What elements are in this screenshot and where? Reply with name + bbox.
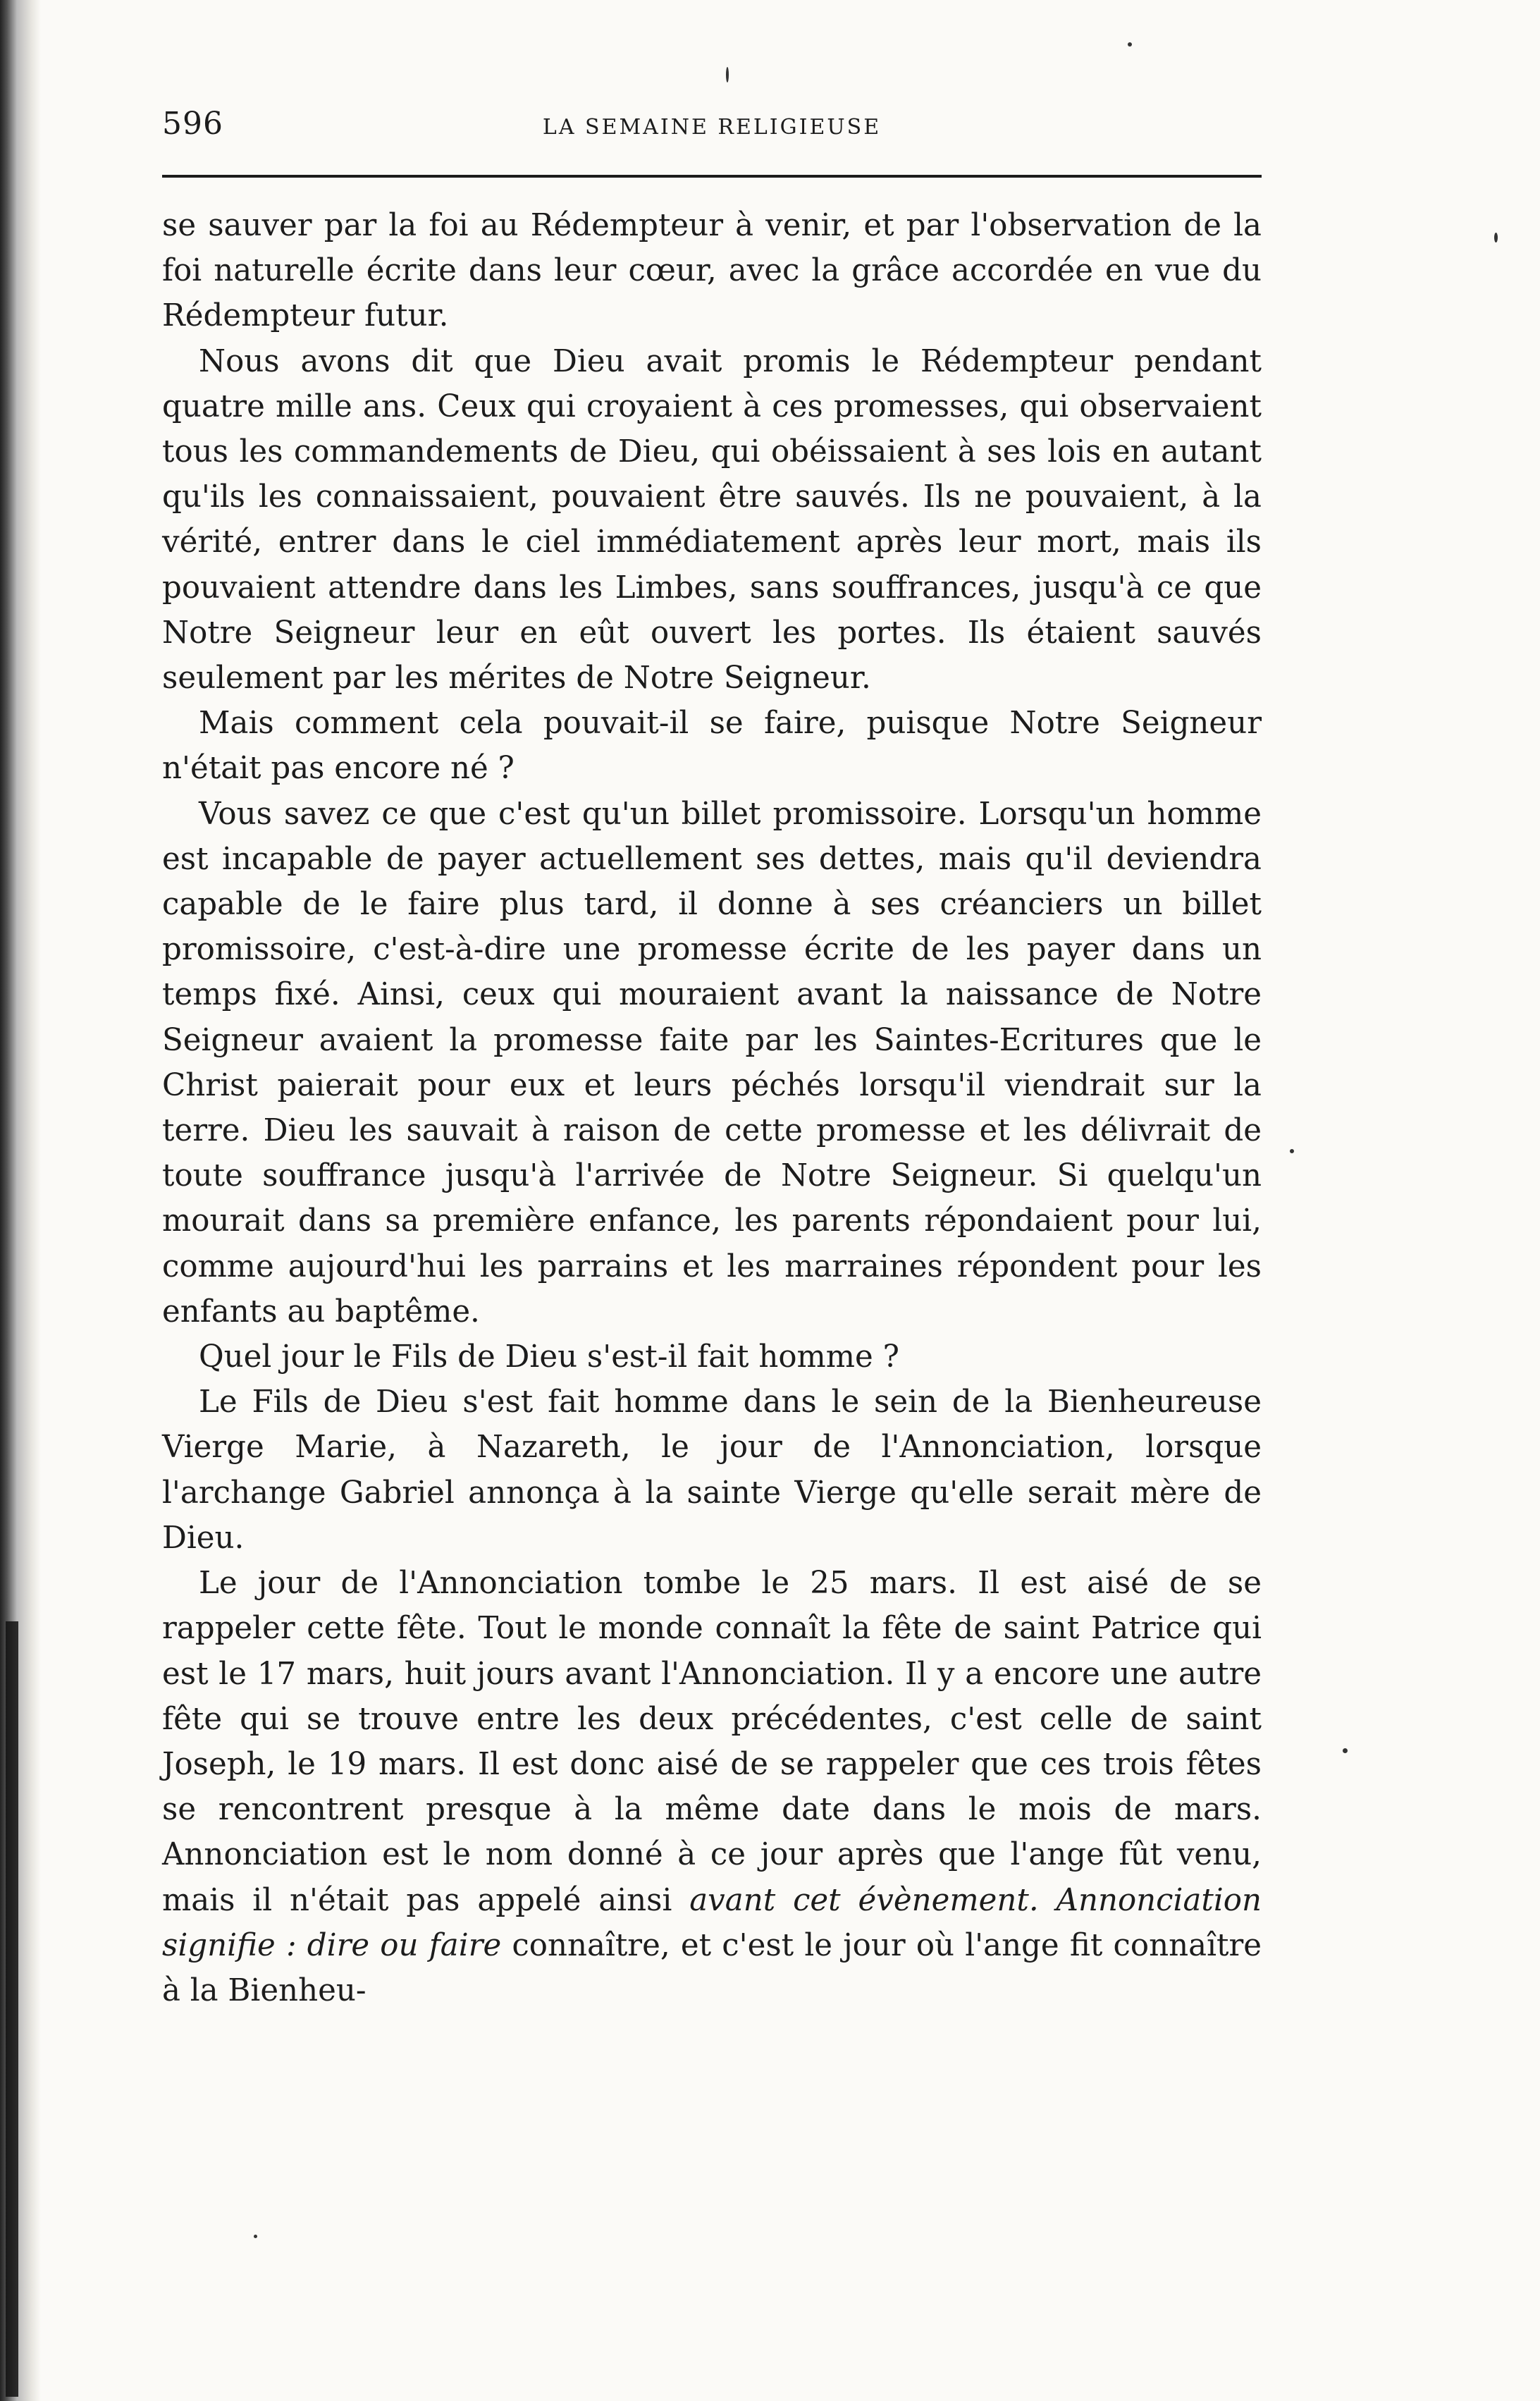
paragraph <box>162 1561 1262 2013</box>
binding-edge <box>0 0 41 2401</box>
italic-phrase: avant cet évènement. Annonciation signifie : dire ou faire <box>162 1882 1262 1963</box>
running-title: LA SEMAINE RELIGIEUSE <box>542 115 882 140</box>
paragraph: Le Fils de Dieu s'est fait homme dans le sein de la Bienheureuse Vierge Marie, à Nazareth, le jour de l'Annonciation, lorsque l'archange Gabriel annonça à la sainte Vierge qu'elle serait mère de Dieu. <box>162 1384 1262 1556</box>
paragraph: Mais comment cela pouvait-il se faire, puisque Notre Seigneur n'était pas encore né ? <box>162 706 1262 787</box>
scan-speck <box>1290 1149 1294 1153</box>
body-text <box>162 203 1262 2013</box>
scan-speck <box>1343 1748 1348 1753</box>
header-rule <box>162 175 1262 178</box>
book-page <box>162 106 1262 2013</box>
paragraph-text: Le jour de l'Annonciation tombe le 25 mars. Il est aisé de se rappeler cette fête. Tout le monde connaît la fête de saint Patrice qui est le 17 mars, huit jours avant l'Annonciation. Il y a encore une autre fête qui se trouve entre les deux précédentes, c'est celle de saint Joseph, le 19 mars. Il est donc aisé de se rappeler que ces trois fêtes se rencontrent presque à la même date dans le mois de mars. Annonciation est le nom donné à ce jour après que l'ange fût venu, mais il n'était pas appelé ainsi <box>162 1566 1262 1918</box>
scan-speck <box>1128 42 1132 47</box>
paragraph: Vous savez ce que c'est qu'un billet promissoire. Lorsqu'un homme est incapable de payer actuellement ses dettes, mais qu'il deviendra capable de le faire plus tard, il donne à ses créanciers un billet promissoire, c'est-à-dire une promesse écrite de les payer dans un temps fixé. Ainsi, ceux qui mouraient avant la naissance de Notre Seigneur avaient la promesse faite par les Saintes-Ecritures que le Christ paierait pour eux et leurs péchés lorsqu'il viendrait sur la terre. Dieu les sauvait à raison de cette promesse et les délivrait de toute souffrance jusqu'à l'arrivée de Notre Seigneur. Si quelqu'un mourait dans sa première enfance, les parents répondaient pour lui, comme aujourd'hui les parrains et les marraines répondent pour les enfants au baptême. <box>162 796 1262 1330</box>
paragraph: se sauver par la foi au Rédempteur à venir, et par l'observation de la foi naturelle écrite dans leur cœur, avec la grâce accordée en vue du Rédempteur futur. <box>162 208 1262 334</box>
scan-speck <box>726 67 729 82</box>
paragraph: Quel jour le Fils de Dieu s'est-il fait homme ? <box>199 1339 899 1375</box>
scan-speck <box>254 2235 257 2238</box>
page-header <box>162 106 1262 171</box>
page-number: 596 <box>162 106 223 142</box>
scan-speck <box>1494 233 1498 242</box>
paragraph: Nous avons dit que Dieu avait promis le Rédempteur pendant quatre mille ans. Ceux qui croyaient à ces promesses, qui observaient tous les commandements de Dieu, qui obéissaient à ses lois en autant qu'ils les connaissaient, pouvaient être sauvés. Ils ne pouvaient, à la vérité, entrer dans le ciel immédiatement après leur mort, mais ils pouvaient attendre dans les Limbes, sans souffrances, jusqu'à ce que Notre Seigneur leur en eût ouvert les portes. Ils étaient sauvés seulement par les mérites de Notre Seigneur. <box>162 343 1262 696</box>
paragraph-continuation: connaître, et c'est le jour où l'ange fit connaître à la Bienheu- <box>162 1927 1262 2008</box>
